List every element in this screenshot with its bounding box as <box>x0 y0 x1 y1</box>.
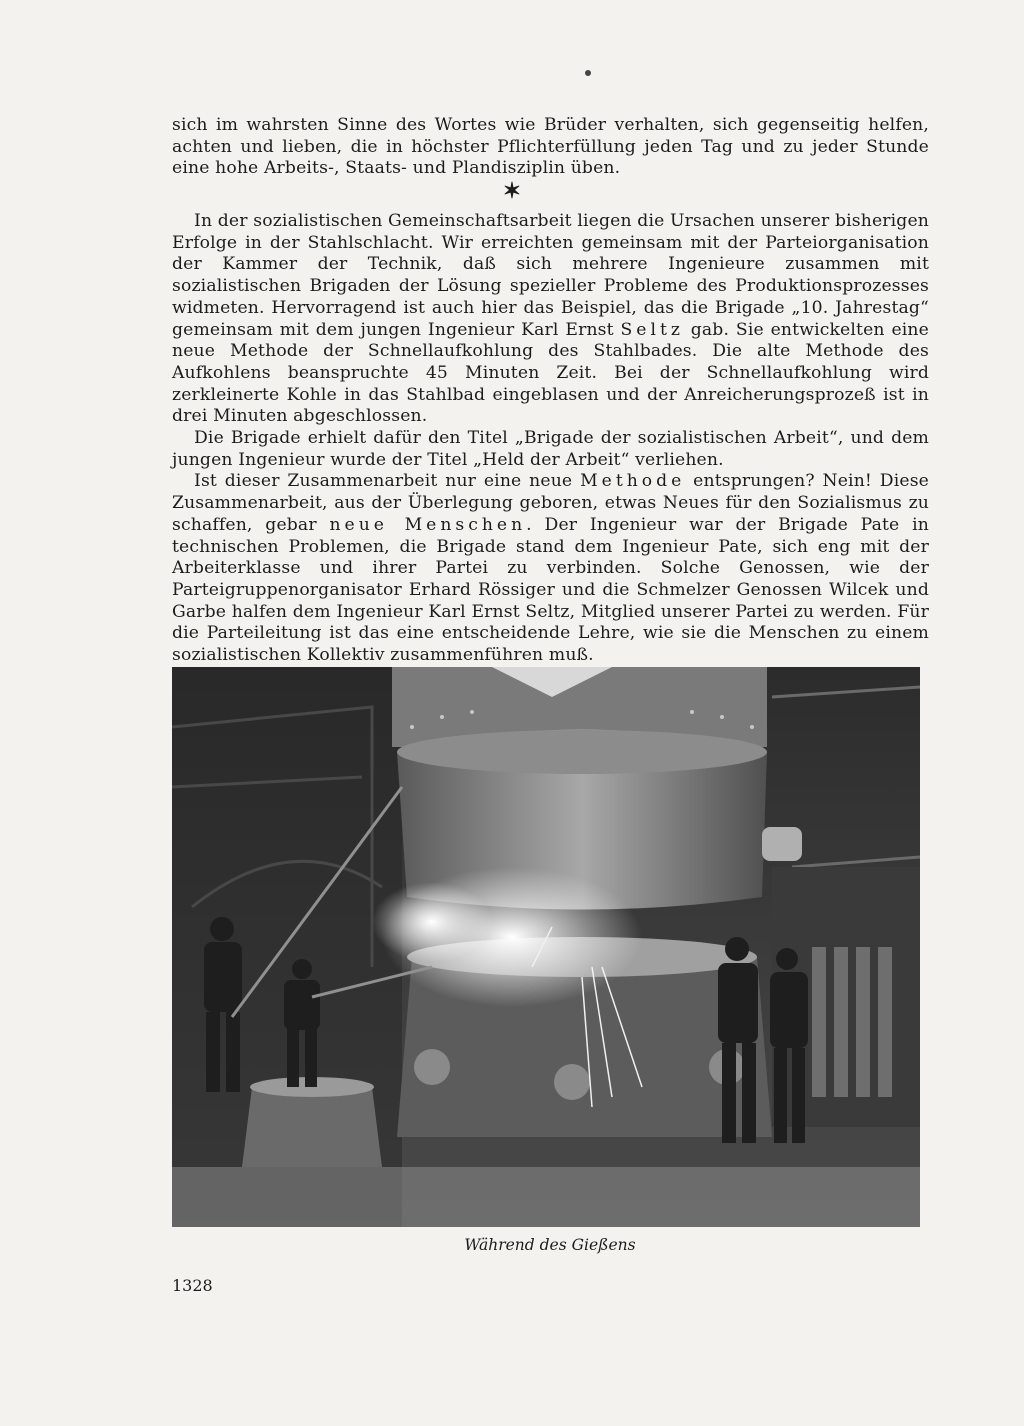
intro-text <box>172 115 929 180</box>
article-body <box>172 211 929 667</box>
photo-caption: Während des Gießens <box>464 1236 636 1254</box>
page-number: 1328 <box>172 1276 213 1295</box>
photo-illustration <box>172 667 920 1227</box>
paragraph-1: In der sozialistischen Gemeinschaftsarbeit liegen die Ursachen unserer bisherigen Erfolge in der Stahlschlacht. Wir erreichten gemeinsam mit der Parteiorganisation der Kammer der Technik, daß sich mehrere Ingenieure zusammen mit sozialistischen Brigaden der Lösung spezieller Probleme des Produktionsprozesses widmeten. Hervorragend ist auch hier das Beispiel, das die Brigade „10. Jahrestag“ gemeinsam mit dem jungen Ingenieur Karl Ernst Seltz gab. Sie entwickelten eine neue Methode der Schnellaufkohlung des Stahlbades. Die alte Methode des Aufkohlens beanspruchte 45 Minuten Zeit. Bei der Schnellaufkohlung wird zerkleinerte Kohle in das Stahlbad eingeblasen und der Anreicherungsprozeß ist in drei Minuten abgeschlossen. <box>172 211 929 427</box>
spaced-name: Seltz <box>620 319 684 340</box>
intro-paragraph: sich im wahrsten Sinne des Wortes wie Brüder verhalten, sich gegenseitig helfen, achten und lieben, die in höchster Pflichterfüllung jeden Tag und zu jeder Stunde eine hohe Arbeits-, Staats- und Plandisziplin üben. <box>172 115 929 179</box>
steel-casting-photo <box>172 667 920 1227</box>
ink-speck <box>585 70 591 76</box>
paragraph-2: Die Brigade erhielt dafür den Titel „Brigade der sozialistischen Arbeit“, und dem jungen Ingenieur wurde der Titel „Held der Arbeit“ verliehen. <box>172 428 929 470</box>
spaced-word-methode: Methode <box>580 471 686 492</box>
spaced-words-neue-menschen: neue Menschen <box>329 514 527 535</box>
paragraph-3: Ist dieser Zusammenarbeit nur eine neue Methode entsprungen? Nein! Diese Zusammenarbeit, aus der Überlegung geboren, etwas Neues für den Sozialismus zu schaffen, gebar neue Menschen. Der Ingenieur war der Brigade Pate in technischen Problemen, die Brigade stand dem Ingenieur Pate, sich eng mit der Arbeiterklasse und ihrer Partei zu verbinden. Solche Genossen, wie der Parteigruppenorganisator Erhard Rössiger und die Schmelzer Genossen Wilcek und Garbe halfen dem Ingenieur Karl Ernst Seltz, Mitglied unserer Partei zu werden. Für die Parteileitung ist das eine entscheidende Lehre, wie sie die Menschen zu einem sozialistischen Kollektiv zusammenführen muß. <box>172 471 930 666</box>
section-separator: ✶ <box>502 178 522 204</box>
